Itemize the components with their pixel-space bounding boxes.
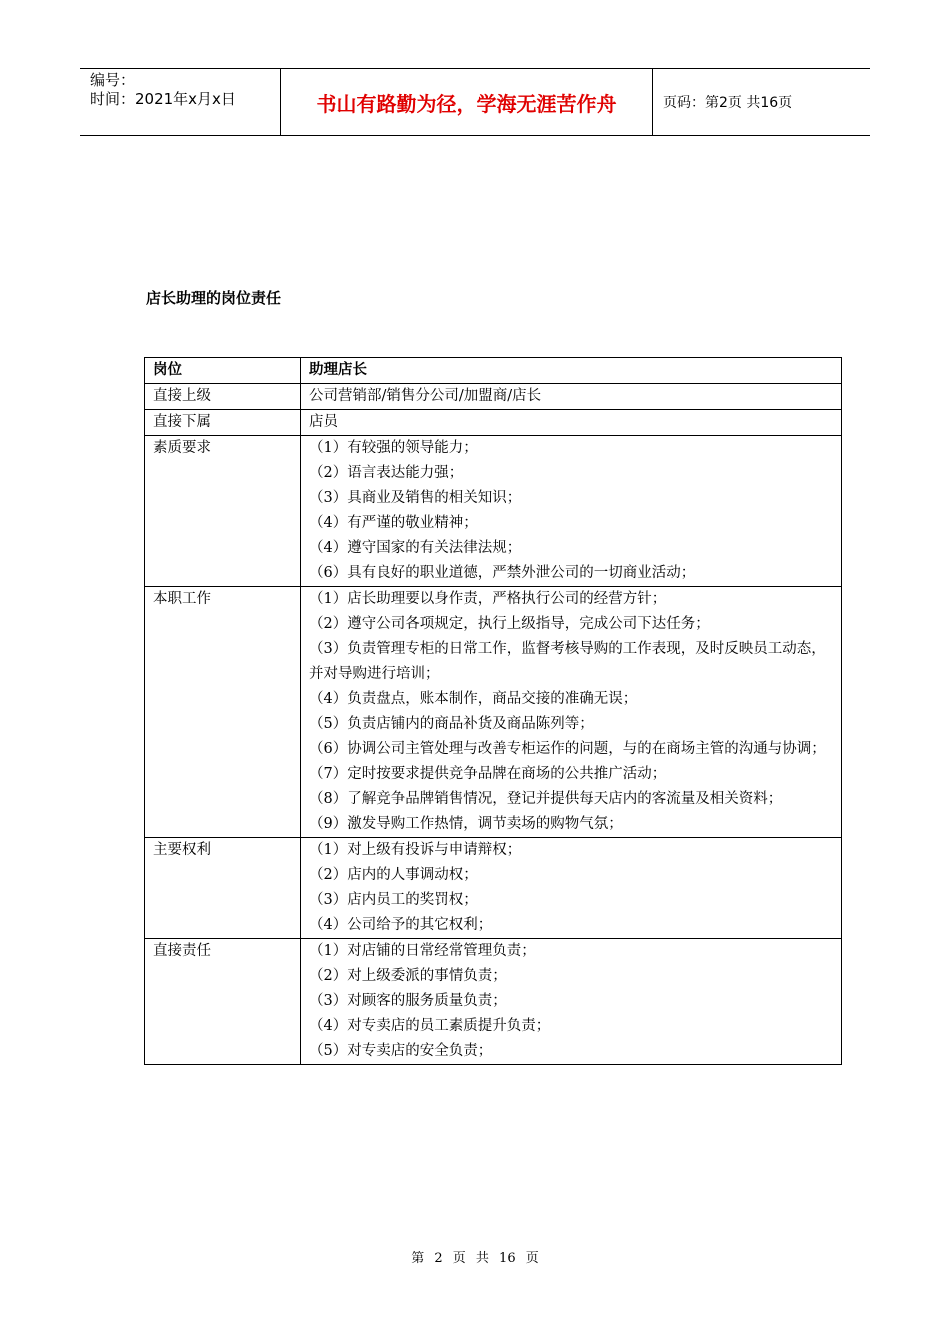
row-value [301,436,842,587]
row-value: 公司营销部/销售分公司/加盟商/店长 [301,384,842,410]
list-item: （4）遵守国家的有关法律法规； [309,540,522,556]
list-item: （1）对店铺的日常经常管理负责； [309,943,536,959]
list-item: （3）对顾客的服务质量负责； [309,993,507,1009]
list-item: （3）店内员工的奖罚权； [309,892,478,908]
list-item: （4）对专卖店的员工素质提升负责； [309,1018,551,1034]
table-row [145,939,842,1065]
document-title: 店长助理的岗位责任 [146,289,282,307]
list-item: （3）负责管理专柜的日常工作，监督考核导购的工作表现，及时反映员工动态，并对导购进行培训； [309,641,826,682]
list-item: （1）对上级有投诉与申请辩权； [309,842,522,858]
table-row [145,358,842,384]
row-key: 直接责任 [145,939,301,1065]
list-item: （6）具有良好的职业道德，严禁外泄公司的一切商业活动； [309,565,696,581]
header-page-label: 页码：第2页 共16页 [663,95,793,111]
list-item: （9）激发导购工作热情，调节卖场的购物气氛； [309,816,623,832]
row-value [301,939,842,1065]
list-item: （6）协调公司主管处理与改善专柜运作的问题，与的在商场主管的沟通与协调； [309,741,826,757]
row-key: 素质要求 [145,436,301,587]
list-item: （2）语言表达能力强； [309,465,464,481]
list-item: （2）对上级委派的事情负责； [309,968,507,984]
list-item: （8）了解竞争品牌销售情况，登记并提供每天店内的客流量及相关资料； [309,791,783,807]
table-row [145,384,842,410]
row-value [301,587,842,838]
header-meta [80,69,281,135]
job-duty-table [144,357,842,1065]
list-item: （1）有较强的领导能力； [309,440,478,456]
list-item: （5）负责店铺内的商品补货及商品陈列等； [309,716,594,732]
page-footer: 第 2 页 共 16 页 [411,1251,539,1266]
row-value [301,838,842,939]
list-item: （3）具商业及销售的相关知识； [309,490,522,506]
table-row [145,838,842,939]
header-motto: 书山有路勤为径，学海无涯苦作舟 [281,69,653,135]
list-item: （5）对专卖店的安全负责； [309,1043,493,1059]
table-row [145,410,842,436]
row-key: 本职工作 [145,587,301,838]
list-item: （1）店长助理要以身作责，严格执行公司的经营方针； [309,591,667,607]
number-label: 编号： [90,71,136,89]
table-row [145,587,842,838]
row-key: 主要权利 [145,838,301,939]
row-key: 岗位 [145,358,301,384]
row-key: 直接上级 [145,384,301,410]
time-label: 时间：2021年x月x日 [90,90,236,108]
row-value: 店员 [301,410,842,436]
page-header [80,68,870,136]
list-item: （2）店内的人事调动权； [309,867,478,883]
table-row [145,436,842,587]
list-item: （4）有严谨的敬业精神； [309,515,478,531]
list-item: （7）定时按要求提供竞争品牌在商场的公共推广活动； [309,766,667,782]
list-item: （4）负责盘点，账本制作，商品交接的准确无误； [309,691,638,707]
list-item: （4）公司给予的其它权利； [309,917,493,933]
row-key: 直接下属 [145,410,301,436]
list-item: （2）遵守公司各项规定，执行上级指导，完成公司下达任务； [309,616,710,632]
row-value: 助理店长 [301,358,842,384]
